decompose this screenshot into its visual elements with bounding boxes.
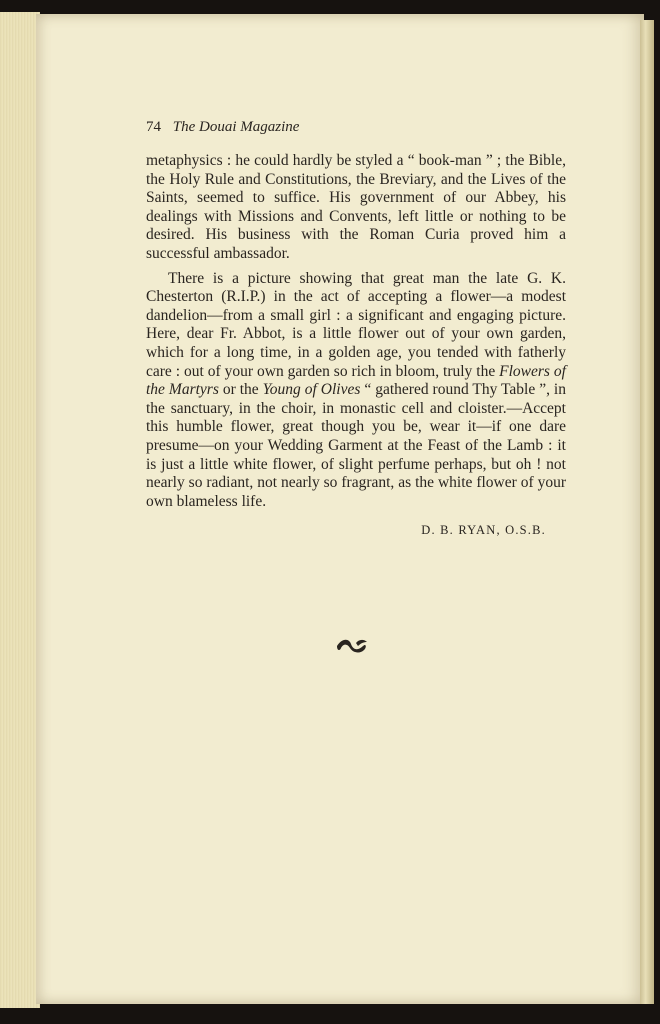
paragraph-1: metaphysics : he could hardly be styled a “ book-man ” ; the Bible, the Holy Rule and Constitutions, the Breviary, and the Lives of the Saints, seemed to suffice. His government of our Abbey, his dealings with Missions and Convents, left little or nothing to be desired. His business with the Roman Curia proved him a successful ambassador. xyxy=(146,152,566,262)
running-head xyxy=(146,118,566,138)
paragraph-2-part-a: There is a picture showing that great man the late G. K. Chesterton (R.I.P.) in the act of accepting a flower—a modest dandelion—from a small girl : a significant and engaging picture. Here, dear Fr. Abbot, is a little flower out of your own garden, which for a long time, in a golden age, you tended with fatherly care : out of your own garden so rich in bloom, truly the xyxy=(146,269,566,380)
fleuron-ornament-icon xyxy=(334,634,370,656)
page-edges-left xyxy=(0,12,40,1008)
text-block xyxy=(146,118,566,540)
italic-young-of-olives: Young of Olives xyxy=(262,381,361,399)
italic-flowers-of-the-martyrs: Flowers of the Martyrs xyxy=(146,362,566,399)
author-signature: D. B. RYAN, O.S.B. xyxy=(421,523,546,538)
page-number: 74 xyxy=(146,119,161,135)
paragraph-2 xyxy=(146,270,566,512)
running-title: The Douai Magazine xyxy=(172,119,300,135)
page-edge-right xyxy=(640,20,654,1004)
paragraph-2-part-c: “ gathered round Thy Table ”, in the sanctuary, in the choir, in monastic cell and cloister.—Accept this humble flower, great though you be, wear it—if one dare presume—on your Wedding Garment at the Feast of the Lamb : it is just a little white flower, of slight perfume perhaps, but oh ! not nearly so radiant, not nearly so fragrant, as the white flower of your own blameless life. xyxy=(146,381,566,510)
paragraph-2-part-b: or the xyxy=(218,381,263,399)
